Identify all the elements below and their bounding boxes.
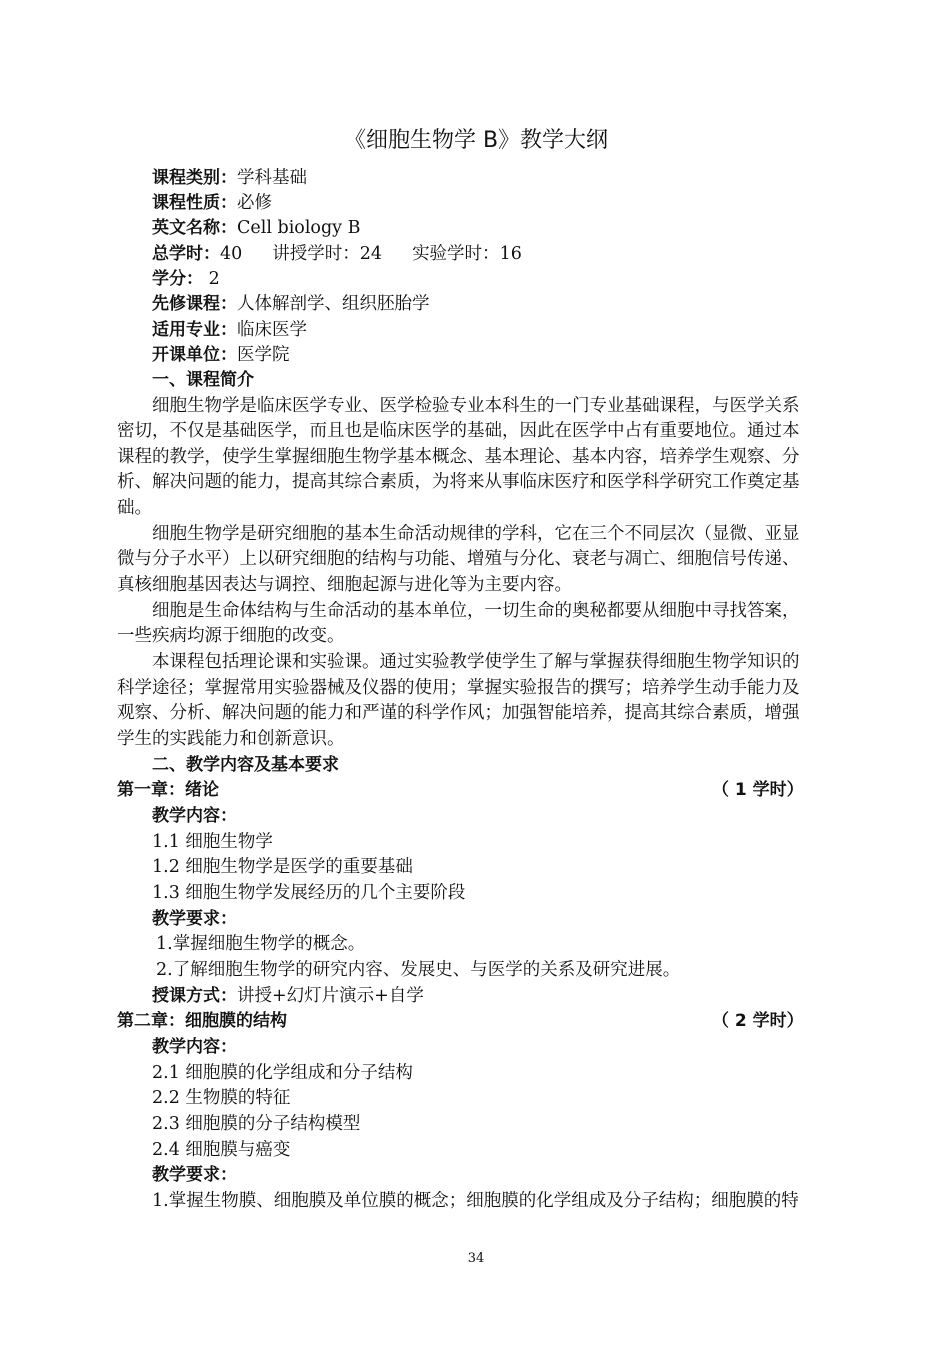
meta-credits: 学分： 2 [152,269,220,289]
chapter-2-req-item: 1.掌握生物膜、细胞膜及单位膜的概念；细胞膜的化学组成及分子结构；细胞膜的特 [152,1191,799,1211]
meta-department: 开课单位：医学院 [152,345,290,365]
paragraph-line: 细胞生物学是研究细胞的基本生命活动规律的学科，它在三个不同层次（显微、亚显 [152,524,800,544]
meta-prerequisites: 先修课程：人体解剖学、组织胚胎学 [152,294,430,314]
paragraph-line: 课程的教学，使学生掌握细胞生物学基本概念、基本理论、基本内容，培养学生观察、分 [117,447,800,467]
paragraph-line: 一些疾病均源于细胞的改变。 [117,626,345,646]
chapter-1-content-item: 1.1 细胞生物学 [152,832,273,852]
chapter-1-content-label: 教学内容： [152,806,237,826]
meta-course-category: 课程类别：学科基础 [152,168,307,188]
chapter-2-content-item: 2.3 细胞膜的分子结构模型 [152,1114,361,1134]
meta-major: 适用专业：临床医学 [152,320,307,340]
chapter-1-req-item: 2.了解细胞生物学的研究内容、发展史、与医学的关系及研究进展。 [156,960,681,980]
chapter-1-content-item: 1.2 细胞生物学是医学的重要基础 [152,857,413,877]
chapter-2-content-item: 2.2 生物膜的特征 [152,1088,291,1108]
paragraph-line: 微与分子水平）上以研究细胞的结构与功能、增殖与分化、衰老与凋亡、细胞信号传递、 [117,549,800,569]
chapter-2-hours: （ 2 学时） [712,1011,804,1031]
chapter-1-content-item: 1.3 细胞生物学发展经历的几个主要阶段 [152,883,466,903]
chapter-2-content-item: 2.1 细胞膜的化学组成和分子结构 [152,1063,413,1083]
meta-english-name: 英文名称：Cell biology B [152,218,361,238]
chapter-1-hours: （ 1 学时） [712,780,804,800]
paragraph-line: 础。 [117,498,152,518]
page-number: 34 [467,1251,485,1266]
section-heading-content: 二、教学内容及基本要求 [152,755,339,775]
chapter-2-content-label: 教学内容： [152,1037,237,1057]
chapter-2-title: 第二章：细胞膜的结构 [117,1011,287,1031]
paragraph-line: 科学途径；掌握常用实验器械及仪器的使用；掌握实验报告的撰写；培养学生动手能力及 [117,678,800,698]
chapter-1-req-item: 1.掌握细胞生物学的概念。 [156,934,366,954]
paragraph-line: 学生的实践能力和创新意识。 [117,729,345,749]
meta-course-nature: 课程性质：必修 [152,193,272,213]
chapter-2-req-label: 教学要求： [152,1165,237,1185]
paragraph-line: 析、解决问题的能力，提高其综合素质，为将来从事临床医疗和医学科学研究工作奠定基 [117,472,800,492]
paragraph-line: 本课程包括理论课和实验课。通过实验教学使学生了解与掌握获得细胞生物学知识的 [152,652,800,672]
section-heading-intro: 一、课程简介 [152,370,254,390]
paragraph-line: 密切，不仅是基础医学，而且也是临床医学的基础，因此在医学中占有重要地位。通过本 [117,421,800,441]
paragraph-line: 细胞生物学是临床医学专业、医学检验专业本科生的一门专业基础课程，与医学关系 [152,396,800,416]
document-title: 《细胞生物学 B》教学大纲 [343,128,609,153]
chapter-1-req-label: 教学要求： [152,909,237,929]
chapter-1-method: 授课方式：讲授+幻灯片演示+自学 [152,986,424,1006]
paragraph-line: 细胞是生命体结构与生命活动的基本单位，一切生命的奥秘都要从细胞中寻找答案， [152,601,800,621]
meta-hours: 总学时：40 讲授学时：24 实验学时：16 [152,244,522,264]
paragraph-line: 真核细胞基因表达与调控、细胞起源与进化等为主要内容。 [117,575,572,595]
chapter-1-title: 第一章：绪论 [117,780,219,800]
chapter-2-content-item: 2.4 细胞膜与癌变 [152,1140,291,1160]
paragraph-line: 观察、分析、解决问题的能力和严谨的科学作风；加强智能培养，提高其综合素质，增强 [117,703,800,723]
